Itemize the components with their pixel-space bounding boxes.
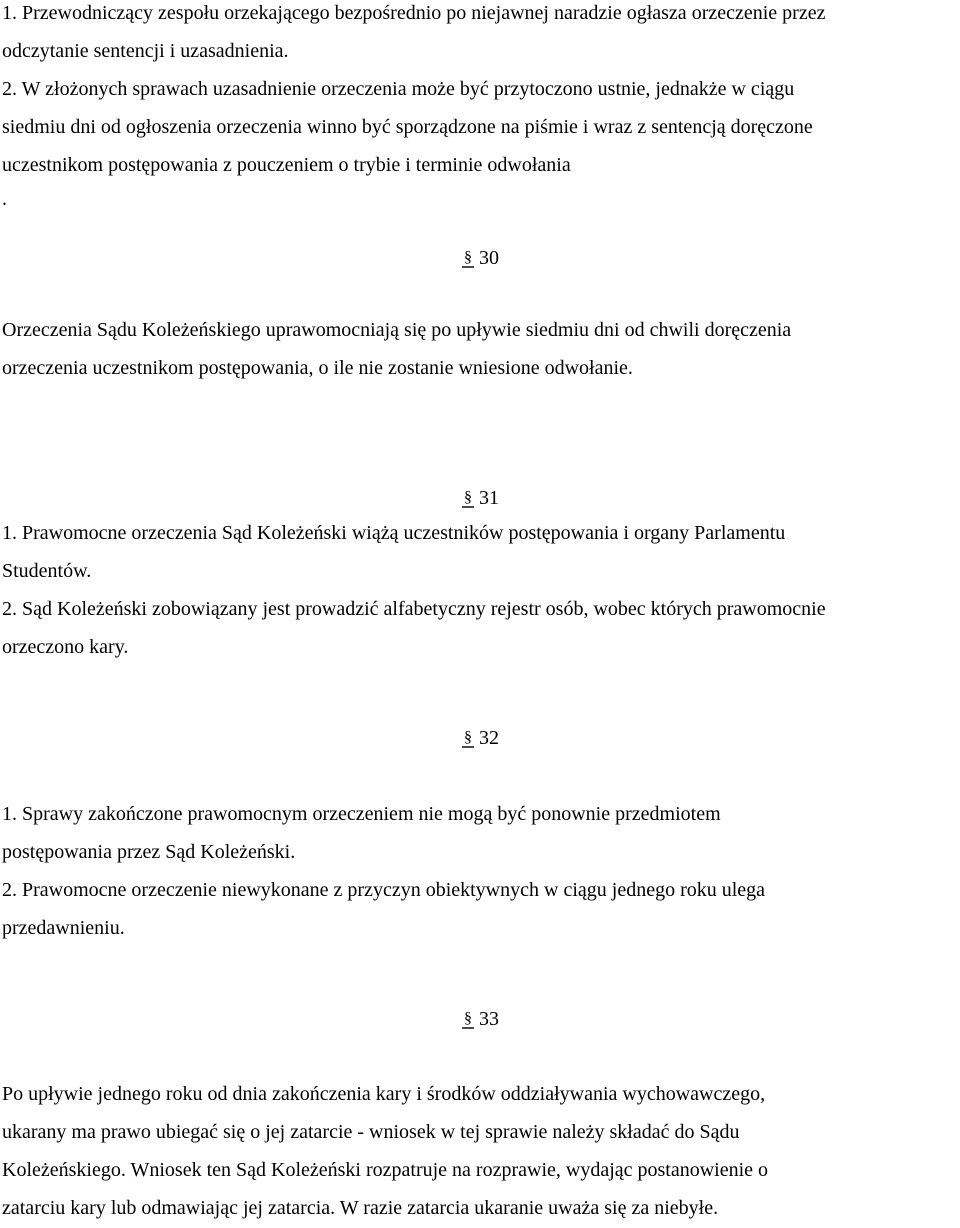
text-line: 2. W złożonych sprawach uzasadnienie orzeczenia może być przytoczono ustnie, jednakże w ciągu — [2, 78, 795, 100]
text-line: 2. Prawomocne orzeczenie niewykonane z przyczyn obiektywnych w ciągu jednego roku ulega — [2, 879, 766, 901]
text-line: zatarciu kary lub odmawiając jej zatarcia. W razie zatarcia ukaranie uważa się za niebyłe. — [2, 1197, 719, 1219]
svg-text:§: § — [464, 1010, 472, 1027]
text-line: 1. Prawomocne orzeczenia Sąd Koleżeński wiążą uczestników postępowania i organy Parlamentu — [2, 522, 786, 544]
text-line: 1. Przewodniczący zespołu orzekającego bezpośrednio po niejawnej naradzie ogłasza orzeczenie przez — [2, 2, 826, 24]
svg-text:§: § — [464, 729, 472, 746]
section-number: 33 — [479, 1008, 499, 1030]
text-line: przedawnieniu. — [2, 917, 125, 939]
section-heading-31 — [461, 480, 499, 510]
section-sign-icon — [461, 246, 475, 270]
section-29-text — [2, 0, 954, 214]
text-line: orzeczenia uczestnikom postępowania, o ile nie zostanie wniesione odwołanie. — [2, 357, 633, 379]
text-line: Po upływie jednego roku od dnia zakończenia kary i środków oddziaływania wychowawczego, — [2, 1083, 766, 1105]
text-line: siedmiu dni od ogłoszenia orzeczenia winno być sporządzone na piśmie i wraz z sentencją doręczone — [2, 116, 813, 138]
text-line: 1. Sprawy zakończone prawomocnym orzeczeniem nie mogą być ponownie przedmiotem — [2, 803, 721, 825]
text-line: orzeczono kary. — [2, 636, 129, 658]
section-heading-32 — [461, 720, 499, 750]
svg-text:§: § — [464, 489, 472, 506]
svg-text:§: § — [464, 249, 472, 266]
text-line: Studentów. — [2, 560, 92, 582]
section-number: 30 — [479, 247, 499, 269]
section-30-text — [2, 311, 954, 387]
section-sign-icon — [461, 486, 475, 510]
text-line: Koleżeńskiego. Wniosek ten Sąd Koleżeński rozpatruje na rozprawie, wydając postanowienie o — [2, 1159, 769, 1181]
text-line: postępowania przez Sąd Koleżeński. — [2, 841, 296, 863]
text-line: 2. Sąd Koleżeński zobowiązany jest prowadzić alfabetyczny rejestr osób, wobec których prawomocnie — [2, 598, 826, 620]
text-line: ukarany ma prawo ubiegać się o jej zatarcie - wniosek w tej sprawie należy składać do Sądu — [2, 1121, 740, 1143]
section-32-text — [2, 795, 954, 947]
section-heading-30 — [461, 240, 499, 270]
section-sign-icon — [461, 1007, 475, 1031]
section-number: 31 — [479, 487, 499, 509]
section-31-text — [2, 514, 954, 666]
section-number: 32 — [479, 727, 499, 749]
text-line: Orzeczenia Sądu Koleżeńskiego uprawomocniają się po upływie siedmiu dni od chwili doręczenia — [2, 319, 792, 341]
section-sign-icon — [461, 726, 475, 750]
section-33-text — [2, 1075, 954, 1227]
section-heading-33 — [461, 1001, 499, 1031]
text-line: odczytanie sentencji i uzasadnienia. — [2, 40, 289, 62]
text-line: uczestnikom postępowania z pouczeniem o trybie i terminie odwołania — [2, 154, 571, 176]
text-line: . — [2, 188, 7, 210]
